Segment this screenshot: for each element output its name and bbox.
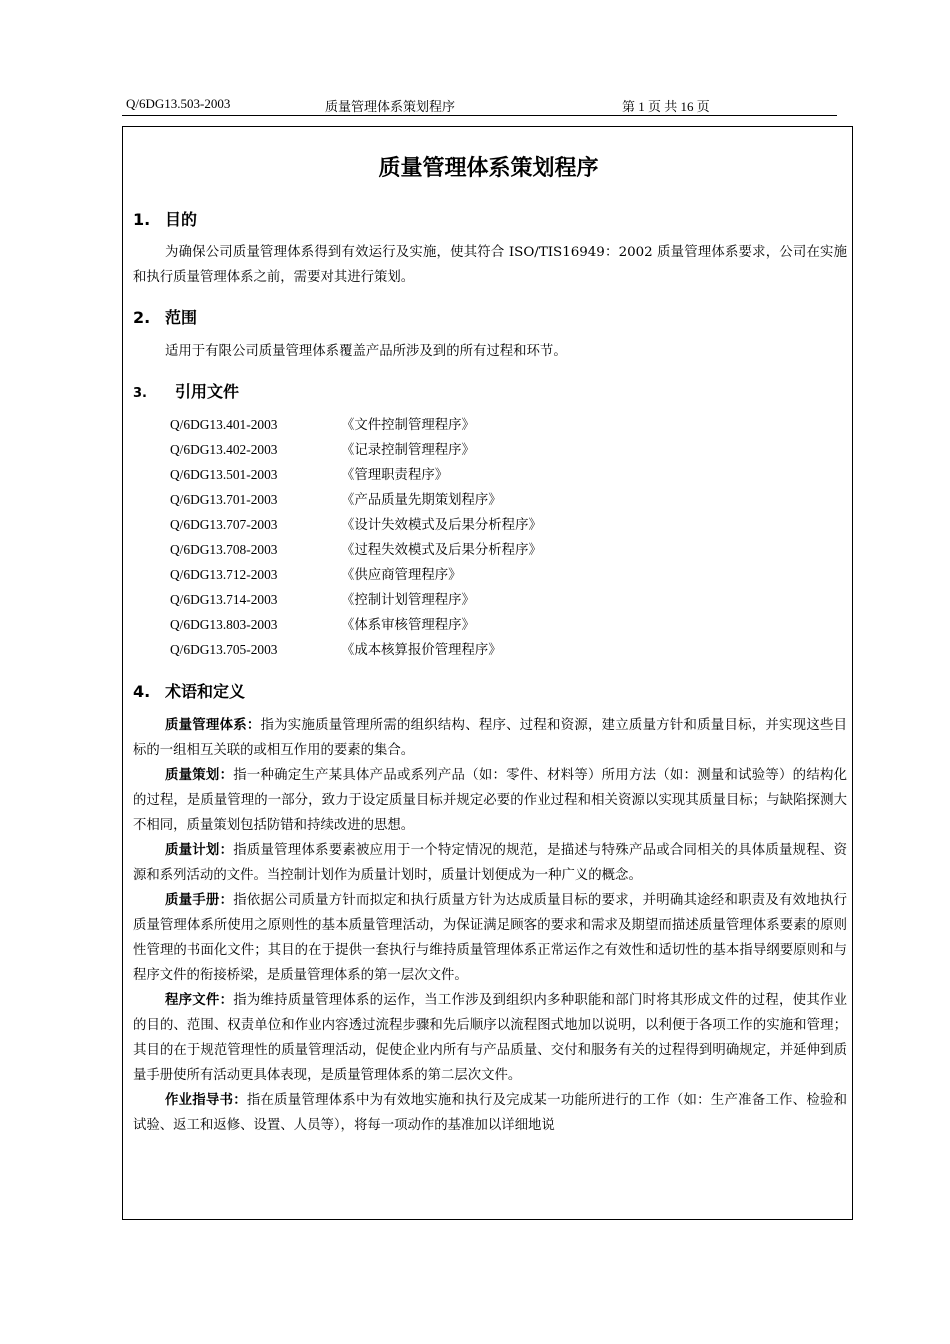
term-entry xyxy=(133,988,847,1088)
reference-item xyxy=(170,512,542,537)
reference-code: Q/6DG13.501-2003 xyxy=(170,467,278,482)
term-definition: 指为实施质量管理所需的组织结构、程序、过程和资源，建立质量方针和质量目标，并实现这些目标的一组相互关联的或相互作用的要素的集合。 xyxy=(133,718,847,758)
reference-item xyxy=(170,462,542,487)
term-definition: 指质量管理体系要素被应用于一个特定情况的规范，是描述与特殊产品或合同相关的具体质量规程、资源和系列活动的文件。当控制计划作为质量计划时，质量计划便成为一种广义的概念。 xyxy=(133,843,848,883)
document-code: Q/6DG13.503-2003 xyxy=(126,96,231,111)
reference-name: 《文件控制管理程序》 xyxy=(341,418,475,433)
term-name: 质量策划： xyxy=(165,768,234,783)
term-definition: 指在质量管理体系中为有效地实施和执行及完成某一功能所进行的工作（如：生产准备工作、检验和试验、返工和返修、设置、人员等），将每一项动作的基准加以详细地说 xyxy=(133,1093,848,1133)
section-number: 3. xyxy=(133,386,147,401)
term-name: 作业指导书： xyxy=(165,1093,247,1108)
reference-item xyxy=(170,437,542,462)
reference-name: 《控制计划管理程序》 xyxy=(341,593,475,608)
section-heading-scope xyxy=(133,305,197,328)
reference-item xyxy=(170,587,542,612)
scope-text: 适用于有限公司质量管理体系覆盖产品所涉及到的所有过程和环节。 xyxy=(165,344,567,359)
term-entry xyxy=(133,838,847,888)
section-number: 1. xyxy=(133,210,151,229)
terms-list xyxy=(133,713,847,1138)
reference-name: 《管理职责程序》 xyxy=(341,468,449,483)
reference-name: 《过程失效模式及后果分析程序》 xyxy=(341,543,542,558)
reference-item xyxy=(170,487,542,512)
term-entry xyxy=(133,888,847,988)
document-title: 质量管理体系策划程序 xyxy=(378,156,599,181)
section-heading-references xyxy=(133,379,239,402)
reference-name: 《产品质量先期策划程序》 xyxy=(341,493,502,508)
reference-item xyxy=(170,562,542,587)
term-name: 质量计划： xyxy=(165,843,234,858)
section-title: 目的 xyxy=(165,210,198,229)
reference-code: Q/6DG13.707-2003 xyxy=(170,517,278,532)
reference-item xyxy=(170,537,542,562)
term-entry xyxy=(133,713,847,763)
reference-name: 《设计失效模式及后果分析程序》 xyxy=(341,518,542,533)
section-title: 术语和定义 xyxy=(165,682,246,701)
reference-code: Q/6DG13.712-2003 xyxy=(170,567,278,582)
reference-code: Q/6DG13.705-2003 xyxy=(170,642,278,657)
section-title: 范围 xyxy=(165,308,198,327)
term-definition: 指一种确定生产某具体产品或系列产品（如：零件、材料等）所用方法（如：测量和试验等）的结构化的过程，是质量管理的一部分，致力于设定质量目标并规定必要的作业过程和相关资源以实现其质量目标；与缺陷探测大不相同，质量策划包括防错和持续改进的思想。 xyxy=(133,768,848,833)
reference-code: Q/6DG13.701-2003 xyxy=(170,492,278,507)
page-number: 第 1 页 共 16 页 xyxy=(622,99,710,114)
section-title: 引用文件 xyxy=(175,382,240,401)
section-heading-purpose xyxy=(133,207,197,230)
purpose-paragraph xyxy=(133,240,847,290)
purpose-text: 为确保公司质量管理体系得到有效运行及实施，使其符合 ISO/TIS16949：2002 质量管理体系要求，公司在实施和执行质量管理体系之前，需要对其进行策划。 xyxy=(133,245,847,285)
reference-code: Q/6DG13.803-2003 xyxy=(170,617,278,632)
term-name: 质量管理体系： xyxy=(165,718,261,733)
term-name: 质量手册： xyxy=(165,893,234,908)
term-definition: 指为维持质量管理体系的运作，当工作涉及到组织内多种职能和部门时将其形成文件的过程，使其作业的目的、范围、权责单位和作业内容透过流程步骤和先后顺序以流程图式地加以说明，以利便于各项工作的实施和管理；其目的在于规范管理性的质量管理活动，促使企业内所有与产品质量、交付和服务有关的过程得到明确规定，并延伸到质量手册使所有活动更具体表现，是质量管理体系的第二层次文件。 xyxy=(133,993,848,1083)
reference-list xyxy=(170,412,542,662)
document-frame xyxy=(122,126,853,1220)
reference-name: 《成本核算报价管理程序》 xyxy=(341,643,502,658)
reference-item xyxy=(170,412,542,437)
header-title: 质量管理体系策划程序 xyxy=(325,99,456,114)
section-number: 2. xyxy=(133,308,151,327)
reference-name: 《体系审核管理程序》 xyxy=(341,618,475,633)
reference-code: Q/6DG13.401-2003 xyxy=(170,417,278,432)
scope-paragraph xyxy=(133,339,847,364)
section-heading-terms xyxy=(133,679,245,702)
reference-code: Q/6DG13.402-2003 xyxy=(170,442,278,457)
reference-name: 《记录控制管理程序》 xyxy=(341,443,475,458)
section-number: 4. xyxy=(133,682,151,701)
reference-name: 《供应商管理程序》 xyxy=(341,568,462,583)
page-header xyxy=(122,95,837,116)
reference-item xyxy=(170,637,542,662)
reference-item xyxy=(170,612,542,637)
term-definition: 指依据公司质量方针而拟定和执行质量方针为达成质量目标的要求，并明确其途经和职责及有效地执行质量管理体系所使用之原则性的基本质量管理活动，为保证满足顾客的要求和需求及期望而描述质量管理体系要素的原则性管理的书面化文件；其目的在于提供一套执行与维持质量管理体系正常运作之有效性和适切性的基本指导纲要原则和与程序文件的衔接桥梁，是质量管理体系的第一层次文件。 xyxy=(133,893,848,983)
term-name: 程序文件： xyxy=(165,993,234,1008)
reference-code: Q/6DG13.714-2003 xyxy=(170,592,278,607)
term-entry xyxy=(133,1088,847,1138)
term-entry xyxy=(133,763,847,838)
reference-code: Q/6DG13.708-2003 xyxy=(170,542,278,557)
